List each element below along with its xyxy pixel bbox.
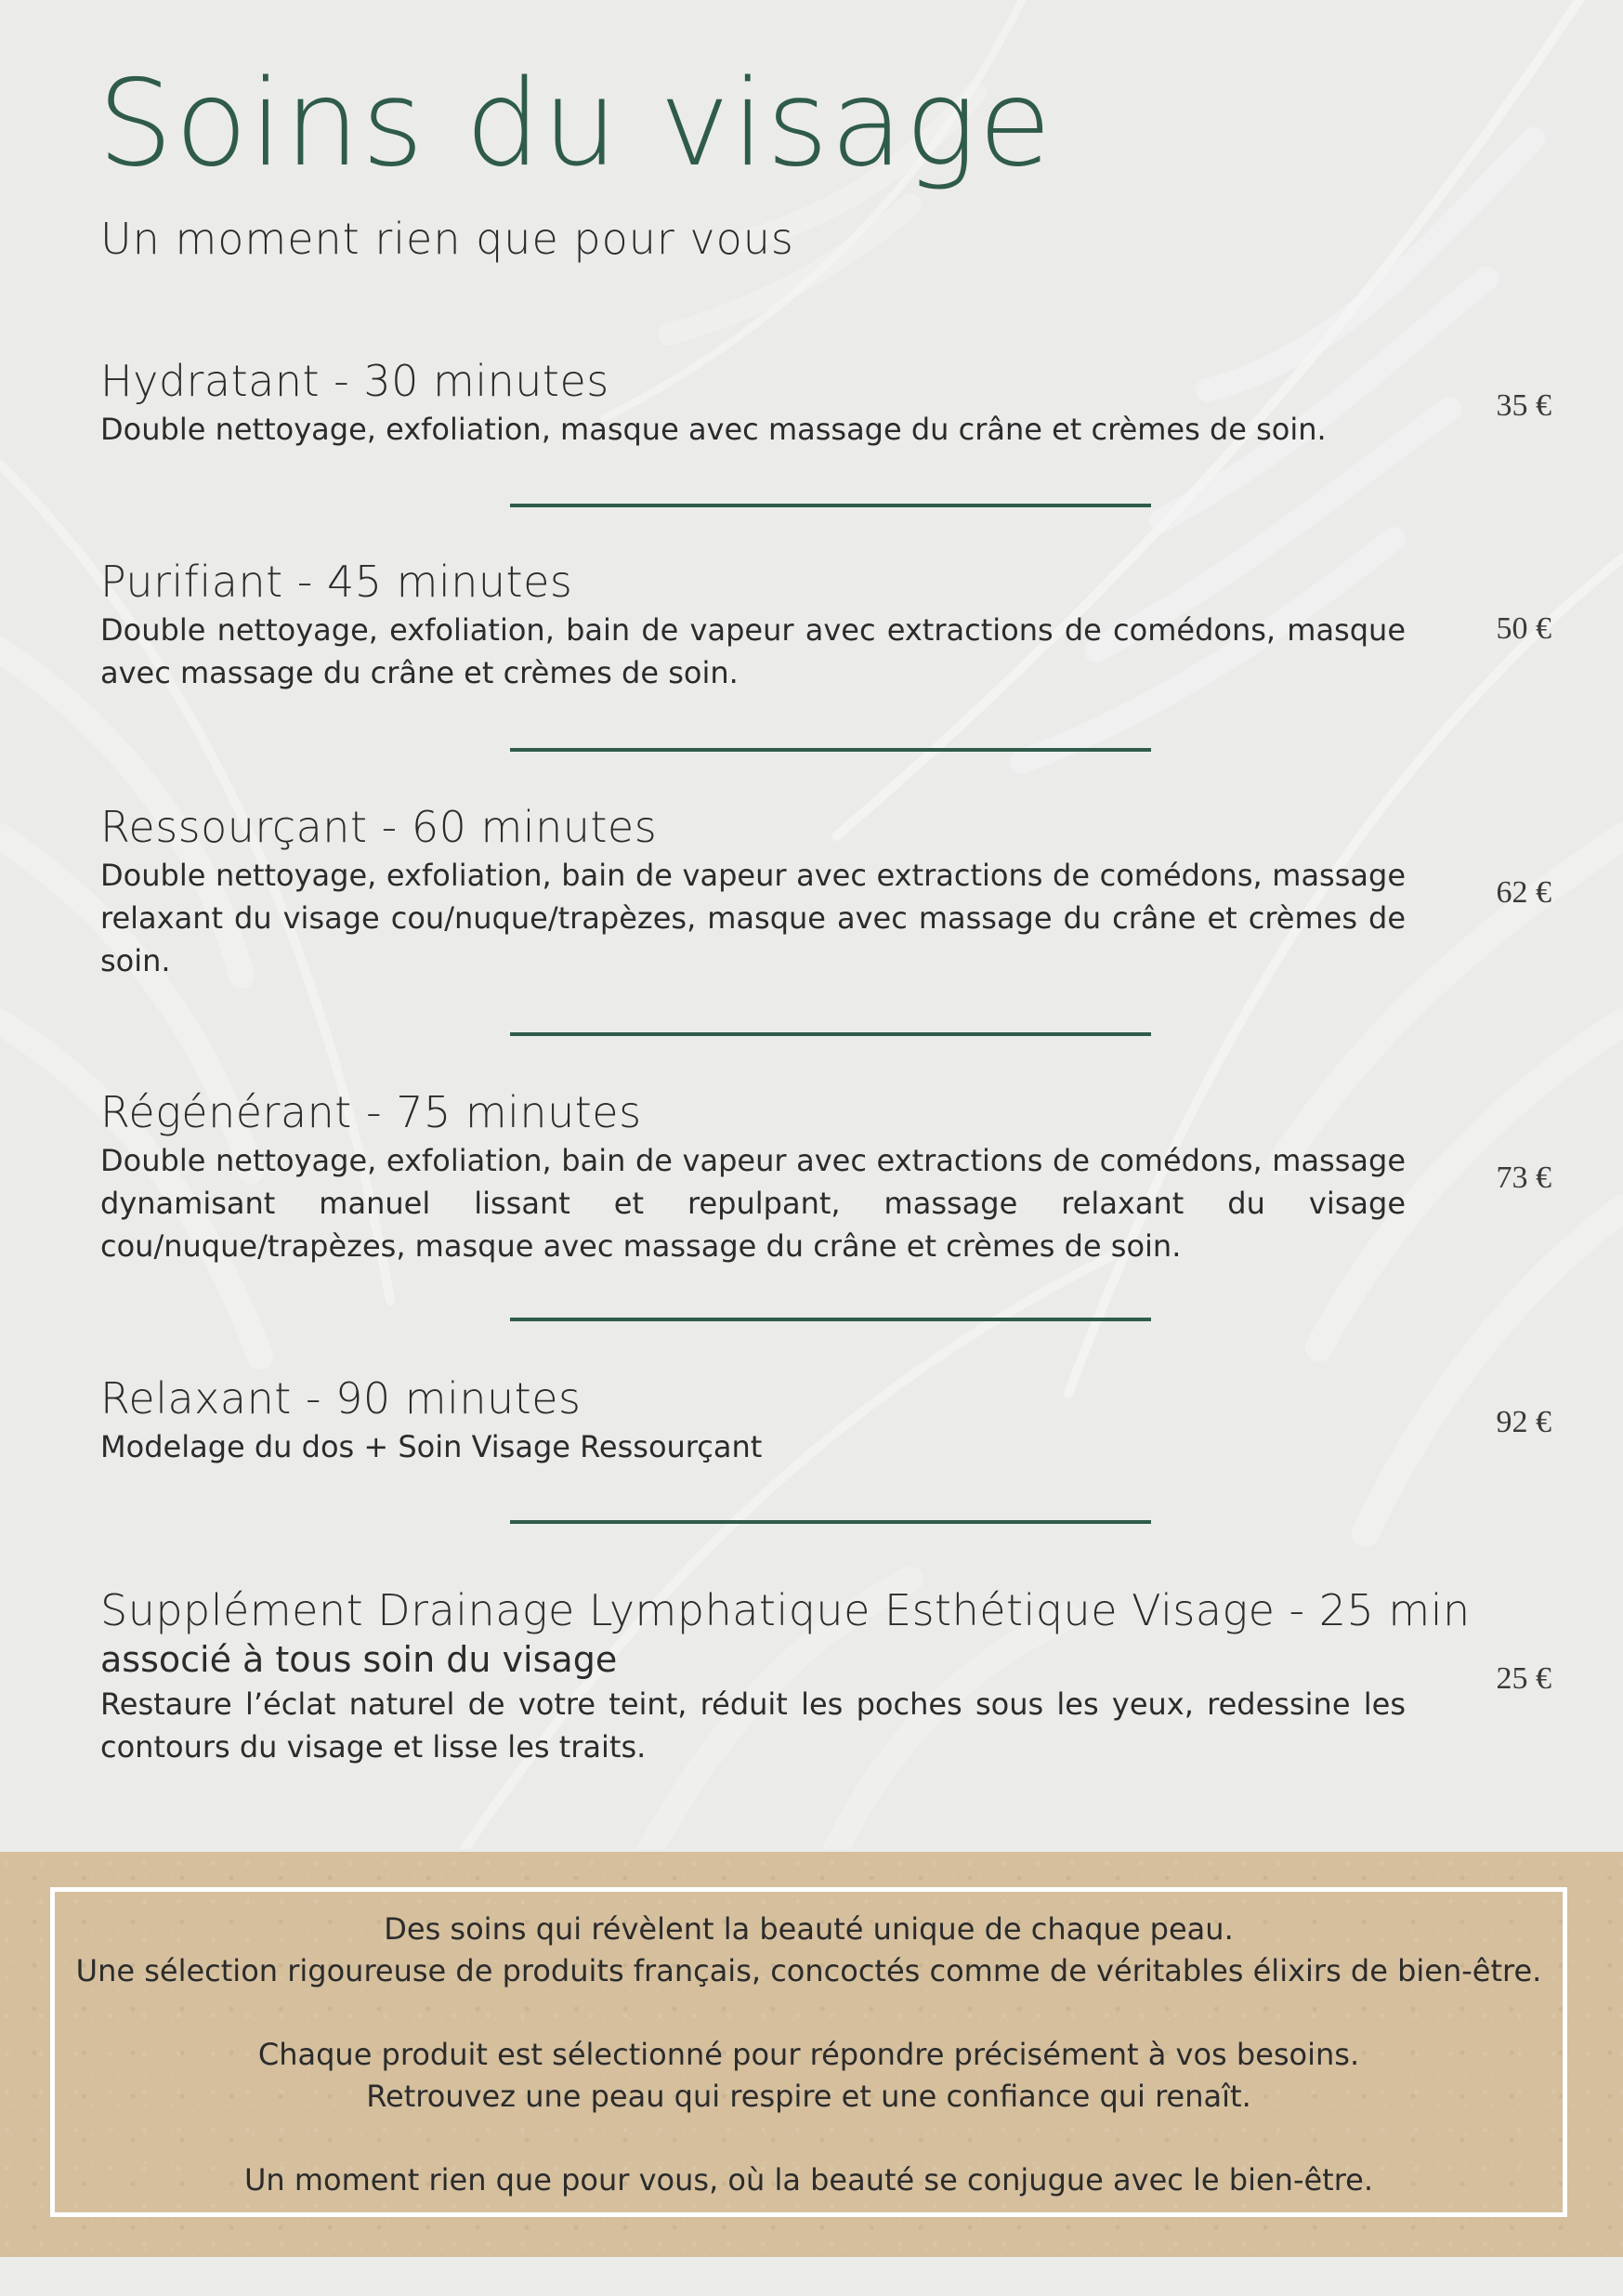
menu-item-title: Hydratant - 30 minutes: [100, 356, 609, 406]
menu-item-title: Supplément Drainage Lymphatique Esthétique Visage - 25 min: [100, 1585, 1471, 1635]
menu-item-price: 25 €: [1496, 1661, 1551, 1696]
footer-spacer: [55, 1992, 1563, 2034]
menu-item-subline: associé à tous soin du visage: [100, 1638, 618, 1680]
menu-item-description: Double nettoyage, exfoliation, bain de vapeur avec extractions de comédons, masque avec massage du crâne et crèmes de soin.: [100, 611, 1406, 690]
menu-item-title: Ressourçant - 60 minutes: [100, 802, 658, 852]
menu-item-description: Double nettoyage, exfoliation, bain de vapeur avec extractions de comédons, massage relaxant du visage cou/nuque/trapèzes, masque avec massage du crâne et crèmes de soin.: [100, 857, 1406, 978]
footer-line: Chaque produit est sélectionné pour répondre précisément à vos besoins.: [257, 2037, 1360, 2072]
menu-item-title: Relaxant - 90 minutes: [100, 1373, 582, 1424]
menu-item-description: Double nettoyage, exfoliation, masque avec massage du crâne et crèmes de soin.: [100, 411, 1327, 447]
menu-item-regenerant: [100, 1088, 1406, 1267]
footer-frame: [50, 1887, 1567, 2217]
footer-line: Une sélection rigoureuse de produits français, concoctés comme de véritables élixirs de bien-être.: [75, 1953, 1542, 1988]
menu-item-price: 62 €: [1496, 875, 1551, 910]
footer-line: Un moment rien que pour vous, où la beauté se conjugue avec le bien-être.: [243, 2162, 1374, 2198]
section-divider: [510, 748, 1151, 752]
section-divider: [510, 1032, 1151, 1036]
page-title: Soins du visage: [98, 55, 1054, 193]
menu-item-relaxant: [100, 1374, 1406, 1468]
menu-item-price: 50 €: [1496, 611, 1551, 646]
menu-item-price: 35 €: [1496, 388, 1551, 423]
menu-item-price: 92 €: [1496, 1405, 1551, 1439]
menu-item-ressourcant: [100, 803, 1406, 982]
menu-item-purifiant: [100, 558, 1406, 694]
menu-item-title: Régénérant - 75 minutes: [100, 1087, 642, 1137]
menu-item-title: Purifiant - 45 minutes: [100, 557, 573, 607]
footer-spacer: [55, 2118, 1563, 2159]
section-divider: [510, 1318, 1151, 1321]
menu-item-supplement-drainage: [100, 1585, 1471, 1768]
section-divider: [510, 504, 1151, 507]
section-divider: [510, 1520, 1151, 1524]
menu-item-description: Double nettoyage, exfoliation, bain de vapeur avec extractions de comédons, massage dynamisant manuel lissant et repulpant, massage relaxant du visage cou/nuque/trapèzes, masque avec massage du crâne et crèmes de soin.: [100, 1142, 1406, 1264]
menu-item-price: 73 €: [1496, 1161, 1551, 1195]
footer-text: [55, 1909, 1563, 2201]
page-subtitle: Un moment rien que pour vous: [100, 214, 794, 264]
menu-item-description: Restaure l’éclat naturel de votre teint, réduit les poches sous les yeux, redessine les contours du visage et lisse les traits.: [100, 1686, 1406, 1765]
menu-item-hydratant: [100, 357, 1406, 451]
menu-item-description: Modelage du dos + Soin Visage Ressourçant: [100, 1428, 763, 1464]
footer-line: Des soins qui révèlent la beauté unique de chaque peau.: [384, 1911, 1234, 1947]
footer-line: Retrouvez une peau qui respire et une confiance qui renaît.: [366, 2079, 1251, 2114]
footer-banner: [0, 1852, 1623, 2257]
